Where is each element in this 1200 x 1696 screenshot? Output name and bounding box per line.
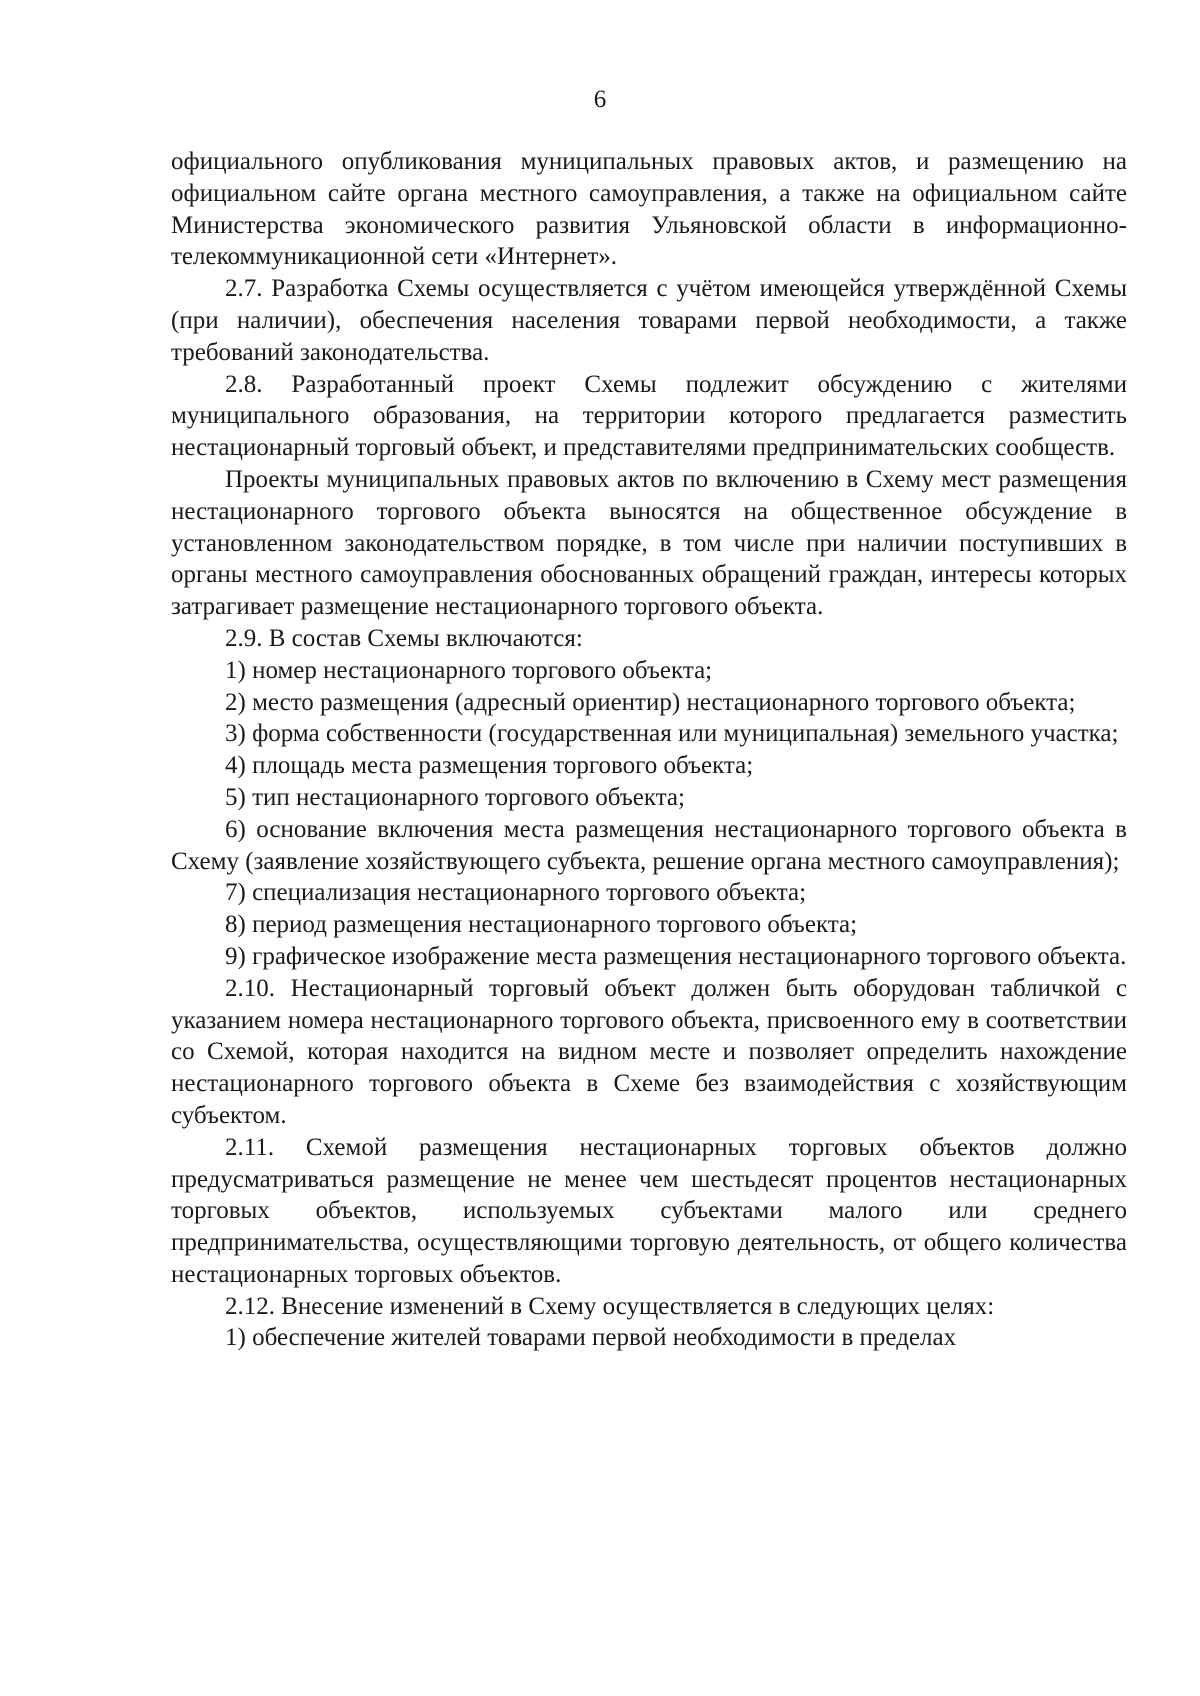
document-body (171, 146, 1127, 1354)
paragraph: 2.7. Разработка Схемы осуществляется с учётом имеющейся утверждённой Схемы (при наличии), обеспечения населения товарами первой необходимости, а также требований законодательства. (171, 275, 1127, 366)
paragraph: 8) период размещения нестационарного торгового объекта; (225, 911, 858, 939)
paragraph: 2.12. Внесение изменений в Схему осуществляется в следующих целях: (225, 1292, 995, 1320)
paragraph: 1) номер нестационарного торгового объекта; (225, 656, 713, 684)
paragraph: официального опубликования муниципальных правовых актов, и размещению на официальном сайте органа местного самоуправления, а также на официальном сайте Министерства экономического развития Ульяновской области в информационно-телекоммуникационной сети «Интернет». (171, 148, 1127, 271)
paragraph: 7) специализация нестационарного торгового объекта; (225, 879, 807, 907)
paragraph: 2.10. Нестационарный торговый объект должен быть оборудован табличкой с указанием номера нестационарного торгового объекта, присвоенного ему в соответствии со Схемой, которая находится на видном месте и позволяет определить нахождение нестационарного торгового объекта в Схеме без взаимодействия с хозяйствующим субъектом. (171, 974, 1127, 1129)
paragraph: 6) основание включения места размещения нестационарного торгового объекта в Схему (заявление хозяйствующего субъекта, решение органа местного самоуправления); (171, 815, 1127, 875)
paragraph: 5) тип нестационарного торгового объекта; (225, 783, 685, 811)
paragraph: 2) место размещения (адресный ориентир) нестационарного торгового объекта; (225, 688, 1076, 716)
paragraph: Проекты муниципальных правовых актов по включению в Схему мест размещения нестационарного торгового объекта выносятся на общественное обсуждение в установленном законодательством порядке, в том числе при наличии поступивших в органы местного самоуправления обоснованных обращений граждан, интересы которых затрагивает размещение нестационарного торгового объекта. (171, 465, 1127, 621)
paragraph: 2.9. В состав Схемы включаются: (225, 624, 583, 652)
paragraph: 1) обеспечение жителей товарами первой необходимости в пределах (225, 1324, 957, 1352)
page-number: 6 (593, 86, 607, 113)
paragraph: 9) графическое изображение места размещения нестационарного торгового объекта. (225, 942, 1127, 970)
paragraph: 4) площадь места размещения торгового объекта; (225, 752, 754, 780)
paragraph: 2.11. Схемой размещения нестационарных торговых объектов должно предусматриваться размещение не менее чем шестьдесят процентов нестационарных торговых объектов, используемых субъектами малого или среднего предпринимательства, осуществляющими торговую деятельность, от общего количества нестационарных торговых объектов. (171, 1133, 1127, 1288)
paragraph: 2.8. Разработанный проект Схемы подлежит обсуждению с жителями муниципального образования, на территории которого предлагается разместить нестационарный торговый объект, и представителями предпринимательских сообществ. (171, 370, 1127, 462)
paragraph: 3) форма собственности (государственная или муниципальная) земельного участка; (225, 720, 1119, 748)
